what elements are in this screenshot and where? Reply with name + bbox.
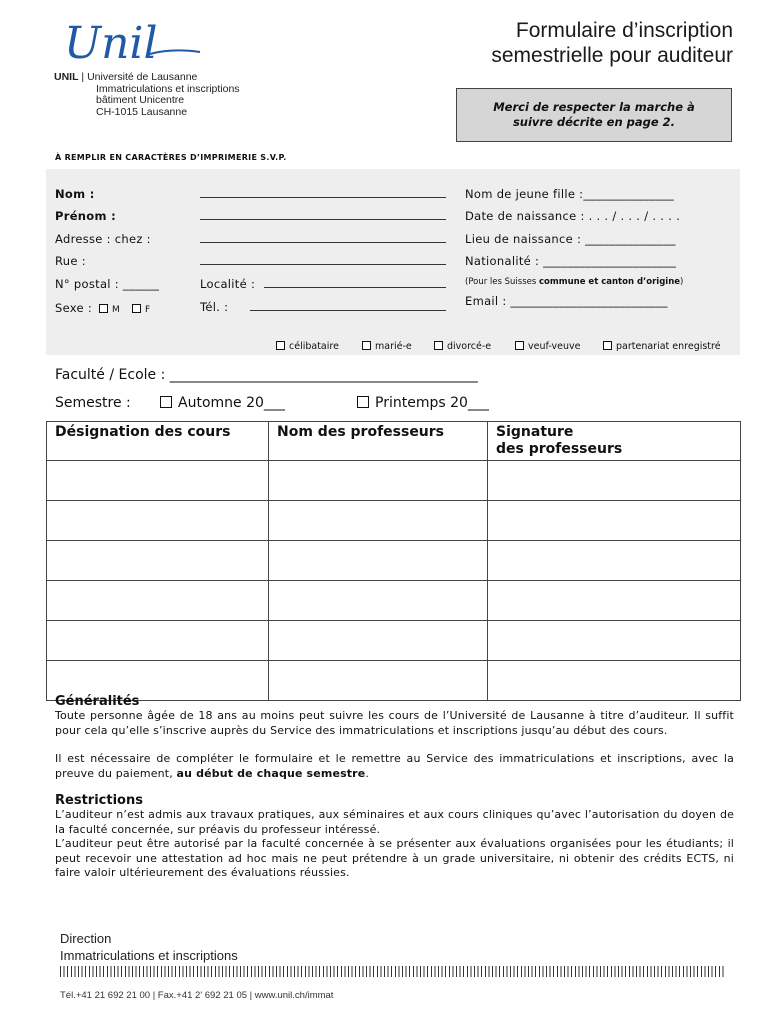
header-professeurs: Nom des professeurs bbox=[269, 422, 488, 461]
option-printemps[interactable]: Printemps 20___ bbox=[357, 395, 489, 411]
service-line3: CH-1015 Lausanne bbox=[96, 105, 188, 118]
checkbox-icon[interactable] bbox=[603, 341, 612, 350]
title-line2: semestrielle pour auditeur bbox=[491, 44, 733, 67]
professor-cell[interactable] bbox=[269, 501, 488, 541]
marital-partenariat[interactable]: partenariat enregistré bbox=[603, 341, 721, 352]
checkbox-icon[interactable] bbox=[362, 341, 371, 350]
rue-field[interactable] bbox=[200, 264, 446, 265]
signature-cell[interactable] bbox=[488, 541, 741, 581]
notice-box: Merci de respecter la marche à suivre décrite en page 2. bbox=[456, 88, 732, 142]
generalites-p1: Toute personne âgée de 18 ans au moins peut suivre les cours de l’Université de Lausanne à titre d’auditeur. Il suffit pour cela qu’elle s’inscrive auprès du Service des immatriculations et inscriptions jusqu’au début des cours. bbox=[55, 709, 734, 737]
label-m: M bbox=[112, 305, 121, 315]
sexe-group bbox=[55, 301, 151, 315]
instruction-text: À REMPLIR EN CARACTÈRES D’IMPRIMERIE S.V.P. bbox=[55, 153, 287, 162]
label-jeune-fille[interactable]: Nom de jeune fille :_______________ bbox=[465, 187, 675, 201]
faculte-field[interactable]: Faculté / Ecole : ____________________________________________ bbox=[55, 367, 478, 383]
institution-block bbox=[54, 72, 240, 118]
professor-cell[interactable] bbox=[269, 621, 488, 661]
label-naissance[interactable]: Date de naissance : . . . / . . . / . . . . bbox=[465, 209, 681, 223]
restrictions-p2: L’auditeur peut être autorisé par la faculté concernée à se présenter aux évaluations organisées pour les étudiants; il peut recevoir une attestation ad hoc mais ne peut prétendre à un grade universitaire, ni obtenir des crédits ECTS, ni faire valoir ultérieurement des évaluations réussies. bbox=[55, 837, 734, 879]
restrictions-p1: L’auditeur n’est admis aux travaux pratiques, aux séminaires et aux cours cliniques qu’avec l’autorisation du doyen de la faculté concernée, sur préavis du professeur intéressé. bbox=[55, 808, 734, 836]
header-designation: Désignation des cours bbox=[47, 422, 269, 461]
label-tel: Tél. : bbox=[200, 300, 229, 314]
marital-veuf[interactable]: veuf-veuve bbox=[515, 341, 580, 352]
signature-cell[interactable] bbox=[488, 461, 741, 501]
marital-marie[interactable]: marié-e bbox=[362, 341, 412, 352]
label-lieu[interactable]: Lieu de naissance : _______________ bbox=[465, 232, 676, 246]
footer-direction bbox=[60, 930, 238, 964]
barcode-decoration bbox=[60, 966, 725, 977]
prenom-field[interactable] bbox=[200, 219, 446, 220]
professor-cell[interactable] bbox=[269, 581, 488, 621]
label-postal[interactable]: N° postal : ______ bbox=[55, 277, 160, 291]
signature-cell[interactable] bbox=[488, 581, 741, 621]
course-cell[interactable] bbox=[47, 621, 269, 661]
label-nom: Nom : bbox=[55, 187, 95, 201]
courses-table bbox=[46, 421, 741, 701]
institution-sep: | bbox=[78, 71, 88, 83]
institution-abbr: UNIL bbox=[54, 71, 79, 83]
checkbox-icon[interactable] bbox=[276, 341, 285, 350]
checkbox-icon[interactable] bbox=[515, 341, 524, 350]
unil-logo bbox=[62, 14, 202, 72]
adresse-field[interactable] bbox=[200, 242, 446, 243]
table-row bbox=[47, 541, 741, 581]
title-line1: Formulaire d’inscription bbox=[515, 19, 733, 42]
marital-celibataire[interactable]: célibataire bbox=[276, 341, 339, 352]
table-row bbox=[47, 501, 741, 541]
checkbox-icon[interactable] bbox=[160, 396, 172, 408]
service-line2: bâtiment Unicentre bbox=[96, 94, 185, 106]
label-semestre: Semestre : bbox=[55, 395, 131, 411]
generalites-p2: Il est nécessaire de compléter le formulaire et le remettre au Service des immatriculations et inscriptions, avec la preuve du paiement, au début de chaque semestre. bbox=[55, 752, 734, 780]
label-prenom: Prénom : bbox=[55, 209, 116, 223]
logo-word: Unil bbox=[64, 18, 158, 69]
footer-line1: Direction bbox=[60, 931, 112, 946]
label-email[interactable]: Email : __________________________ bbox=[465, 294, 668, 308]
label-rue: Rue : bbox=[55, 254, 86, 268]
course-cell[interactable] bbox=[47, 461, 269, 501]
professor-cell[interactable] bbox=[269, 541, 488, 581]
professor-cell[interactable] bbox=[269, 461, 488, 501]
header-signature: Signature des professeurs bbox=[488, 422, 741, 461]
label-sexe: Sexe : bbox=[55, 301, 93, 315]
generalites-heading: Généralités bbox=[55, 694, 140, 709]
generalites-section bbox=[55, 694, 734, 881]
course-cell[interactable] bbox=[47, 501, 269, 541]
institution-name: Université de Lausanne bbox=[87, 71, 198, 83]
label-localite: Localité : bbox=[200, 277, 256, 291]
table-row bbox=[47, 621, 741, 661]
course-cell[interactable] bbox=[47, 581, 269, 621]
signature-cell[interactable] bbox=[488, 501, 741, 541]
option-automne[interactable]: Automne 20___ bbox=[160, 395, 285, 411]
footer-line2: Immatriculations et inscriptions bbox=[60, 948, 238, 963]
tel-field[interactable] bbox=[250, 310, 446, 311]
suisses-note: (Pour les Suisses commune et canton d’origine) bbox=[465, 277, 684, 287]
table-row bbox=[47, 581, 741, 621]
course-cell[interactable] bbox=[47, 541, 269, 581]
form-title bbox=[491, 18, 733, 68]
localite-field[interactable] bbox=[264, 287, 446, 288]
label-adresse: Adresse : chez : bbox=[55, 232, 151, 246]
table-row bbox=[47, 461, 741, 501]
label-f: F bbox=[145, 305, 151, 315]
restrictions-heading: Restrictions bbox=[55, 793, 143, 808]
footer-contact: Tél.+41 21 692 21 00 | Fax.+41 2' 692 21 05 | www.unil.ch/immat bbox=[60, 990, 334, 1001]
checkbox-f[interactable] bbox=[132, 304, 141, 313]
label-nationalite[interactable]: Nationalité : ______________________ bbox=[465, 254, 677, 268]
signature-cell[interactable] bbox=[488, 621, 741, 661]
checkbox-m[interactable] bbox=[99, 304, 108, 313]
marital-divorce[interactable]: divorcé-e bbox=[434, 341, 491, 352]
nom-field[interactable] bbox=[200, 197, 446, 198]
checkbox-icon[interactable] bbox=[357, 396, 369, 408]
service-line1: Immatriculations et inscriptions bbox=[96, 82, 240, 95]
checkbox-icon[interactable] bbox=[434, 341, 443, 350]
